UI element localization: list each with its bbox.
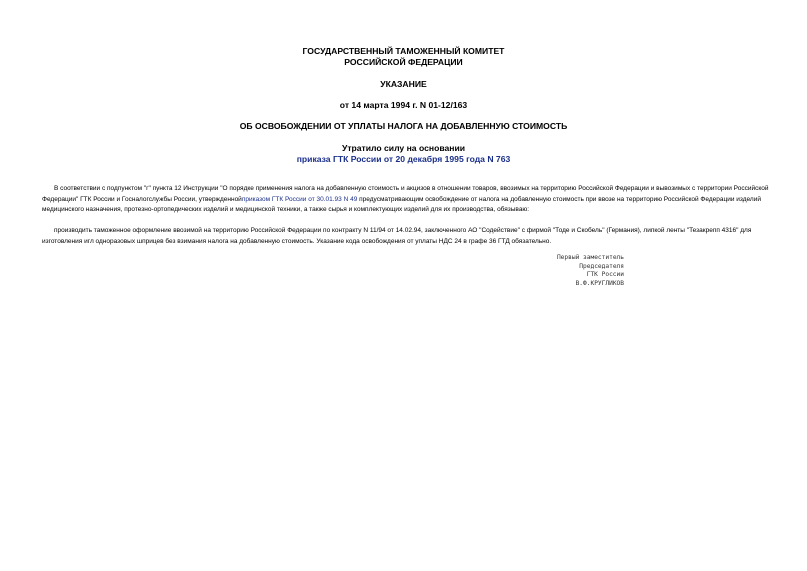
paragraph-basis	[42, 184, 770, 216]
org-name-line2: РОССИЙСКОЙ ФЕДЕРАЦИИ	[344, 57, 463, 67]
document-subject: ОБ ОСВОБОЖДЕНИИ ОТ УПЛАТЫ НАЛОГА НА ДОБАВЛЕННУЮ СТОИМОСТЬ	[239, 121, 568, 131]
paragraph-basis-continuation: предусматривающим освобождение от налога на добавленную стоимость при ввозе на территорию Российской Федерации изделий медицинского назначения, протезно-ортопедических изделий и медицинской техники, а также сырья и комплектующих изделий для их производства, обязываю:	[42, 195, 761, 213]
signer-name: В.Ф.КРУГЛИКОВ	[575, 279, 624, 287]
status-text: Утратило силу на основании	[341, 143, 466, 153]
paragraph-instruction-text: производить таможенное оформление ввозимой на территорию Российской Федерации по контракту N 11/94 от 14.02.94, заключенного АО "Содействие" с фирмой "Тоде и Скобель" (Германия), липкой ленты "Тезакрепп 4316" для изготовления игл одноразовых шприцев без взимания налога на добавленную стоимость. Указание кода освобождения от уплаты НДС 24 в графе 36 ГТД обязательно.	[42, 227, 752, 245]
org-name-line1: ГОСУДАРСТВЕННЫЙ ТАМОЖЕННЫЙ КОМИТЕТ	[302, 46, 505, 56]
signature-block	[530, 254, 624, 288]
repeal-order-link[interactable]: приказа ГТК России от 20 декабря 1995 года N 763	[296, 154, 511, 164]
document-type: УКАЗАНИЕ	[380, 79, 427, 89]
document-date-number: от 14 марта 1994 г. N 01-12/163	[339, 100, 468, 110]
signer-organization: ГТК России	[586, 271, 624, 279]
paragraph-instruction	[42, 226, 770, 247]
issuing-organization	[0, 46, 807, 68]
order-49-link[interactable]: приказом ГТК России от 30.01.93 N 49	[241, 195, 358, 203]
signer-position-line2: Председателя	[579, 262, 624, 270]
status-notice	[0, 143, 807, 165]
signer-position-line1: Первый заместитель	[556, 254, 624, 261]
paragraph-basis-text: В соответствии с подпунктом "г" пункта 12 Инструкции "О порядке применения налога на добавленную стоимость и акцизов в отношении товаров, ввозимых на территорию Российской Федерации и вывозимых с территории Российской Федерации" ГТК России и Госналогслужбы России, утвержденной	[42, 185, 769, 203]
